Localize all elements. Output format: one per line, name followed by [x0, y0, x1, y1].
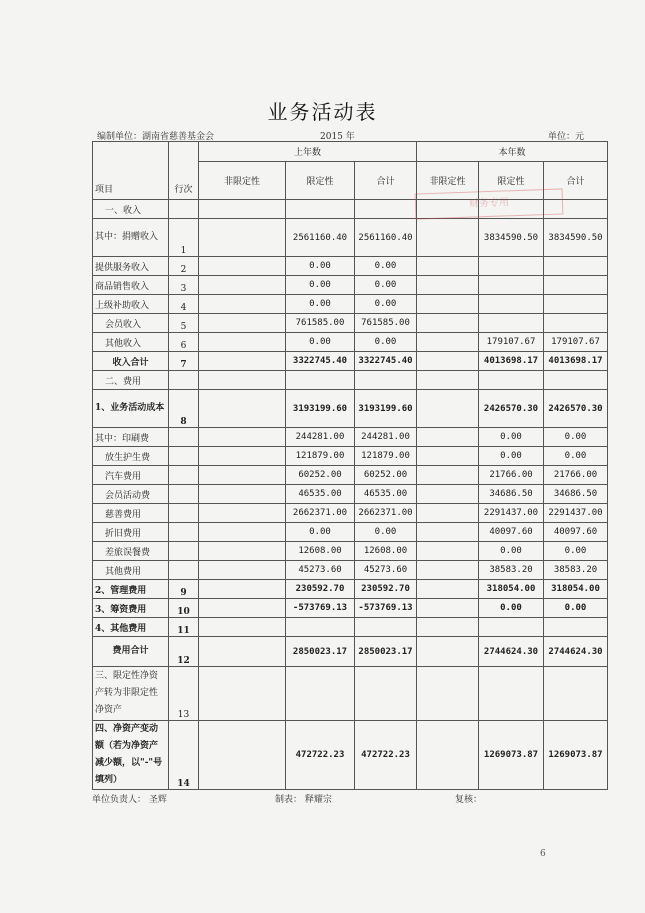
- prev-unrestricted-value: [199, 352, 286, 371]
- curr-unrestricted-value: [417, 352, 479, 371]
- prev-total-value: 3193199.60: [355, 390, 417, 428]
- prev-unrestricted-value: [199, 428, 286, 447]
- row-number: [169, 447, 199, 466]
- prev-restricted-value: 2850023.17: [286, 637, 355, 667]
- table-row: [93, 295, 608, 314]
- curr-total-value: 34686.50: [544, 485, 608, 504]
- table-row: [93, 371, 608, 390]
- curr-unrestricted-value: [417, 523, 479, 542]
- curr-unrestricted-value: [417, 561, 479, 580]
- row-number: [169, 371, 199, 390]
- curr-unrestricted-value: [417, 599, 479, 618]
- company-stamp: 财务专用: [415, 188, 564, 219]
- row-number: 4: [169, 295, 199, 314]
- table-row: [93, 599, 608, 618]
- prev-restricted-value: 472722.23: [286, 721, 355, 790]
- footer-leader: 单位负责人： 圣辉: [92, 795, 167, 805]
- table-row: [93, 314, 608, 333]
- prev-unrestricted-value: [199, 447, 286, 466]
- prev-restricted-value: -573769.13: [286, 599, 355, 618]
- prev-restricted-value: [286, 200, 355, 219]
- row-item-label: 3、筹资费用: [93, 599, 169, 618]
- prev-restricted-value: 45273.60: [286, 561, 355, 580]
- col-header-curr-year: 本年数: [417, 142, 608, 162]
- curr-total-value: 40097.60: [544, 523, 608, 542]
- prev-total-value: 0.00: [355, 333, 417, 352]
- curr-restricted-value: 2291437.00: [479, 504, 544, 523]
- row-number: [169, 504, 199, 523]
- col-header-curr-restricted: 限定性: [479, 162, 544, 200]
- row-number: 5: [169, 314, 199, 333]
- table-row: [93, 667, 608, 721]
- prev-unrestricted-value: [199, 219, 286, 257]
- curr-unrestricted-value: [417, 637, 479, 667]
- prev-restricted-value: 2662371.00: [286, 504, 355, 523]
- prev-total-value: 3322745.40: [355, 352, 417, 371]
- footer-preparer: 制表： 释耀宗: [275, 795, 332, 805]
- prev-unrestricted-value: [199, 523, 286, 542]
- prev-unrestricted-value: [199, 371, 286, 390]
- curr-total-value: 2744624.30: [544, 637, 608, 667]
- curr-restricted-value: [479, 371, 544, 390]
- table-row: [93, 561, 608, 580]
- curr-unrestricted-value: [417, 371, 479, 390]
- row-item-label: 折旧费用: [93, 523, 169, 542]
- prev-restricted-value: 121879.00: [286, 447, 355, 466]
- table-row: [93, 447, 608, 466]
- prev-restricted-value: 244281.00: [286, 428, 355, 447]
- row-item-label: 上级补助收入: [93, 295, 169, 314]
- activity-statement-table: [92, 141, 608, 790]
- curr-restricted-value: [479, 667, 544, 721]
- prev-restricted-value: 761585.00: [286, 314, 355, 333]
- curr-restricted-value: 0.00: [479, 447, 544, 466]
- row-item-label: 2、管理费用: [93, 580, 169, 599]
- curr-total-value: 0.00: [544, 428, 608, 447]
- prev-unrestricted-value: [199, 485, 286, 504]
- col-header-item: 项目: [93, 142, 169, 200]
- prev-total-value: [355, 371, 417, 390]
- row-item-label: 会员活动费: [93, 485, 169, 504]
- curr-restricted-value: [479, 257, 544, 276]
- curr-restricted-value: 40097.60: [479, 523, 544, 542]
- curr-total-value: 38583.20: [544, 561, 608, 580]
- curr-unrestricted-value: [417, 219, 479, 257]
- curr-total-value: 3834590.50: [544, 219, 608, 257]
- prev-total-value: [355, 618, 417, 637]
- prev-total-value: 230592.70: [355, 580, 417, 599]
- curr-unrestricted-value: [417, 466, 479, 485]
- row-item-label: 其他费用: [93, 561, 169, 580]
- row-number: 3: [169, 276, 199, 295]
- row-number: [169, 523, 199, 542]
- row-item-label: 四、净资产变动额（若为净资产减少额，以"-"号填列）: [93, 721, 169, 790]
- curr-unrestricted-value: [417, 485, 479, 504]
- prev-total-value: [355, 200, 417, 219]
- prev-unrestricted-value: [199, 637, 286, 667]
- curr-unrestricted-value: [417, 257, 479, 276]
- prev-restricted-value: 230592.70: [286, 580, 355, 599]
- row-number: [169, 561, 199, 580]
- prev-restricted-value: 3322745.40: [286, 352, 355, 371]
- curr-restricted-value: 0.00: [479, 599, 544, 618]
- prev-unrestricted-value: [199, 561, 286, 580]
- row-item-label: 放生护生费: [93, 447, 169, 466]
- prev-restricted-value: [286, 667, 355, 721]
- table-row: [93, 219, 608, 257]
- prev-total-value: 0.00: [355, 295, 417, 314]
- prev-total-value: -573769.13: [355, 599, 417, 618]
- curr-restricted-value: 1269073.87: [479, 721, 544, 790]
- col-header-rowno: 行次: [169, 142, 199, 200]
- row-item-label: 商品销售收入: [93, 276, 169, 295]
- prev-unrestricted-value: [199, 390, 286, 428]
- prev-total-value: 2662371.00: [355, 504, 417, 523]
- table-row: [93, 428, 608, 447]
- prev-restricted-value: 2561160.40: [286, 219, 355, 257]
- curr-restricted-value: 3834590.50: [479, 219, 544, 257]
- curr-unrestricted-value: [417, 667, 479, 721]
- currency-unit: 单位：元: [548, 132, 585, 142]
- prev-unrestricted-value: [199, 667, 286, 721]
- curr-total-value: [544, 276, 608, 295]
- prev-unrestricted-value: [199, 542, 286, 561]
- curr-restricted-value: 318054.00: [479, 580, 544, 599]
- prev-total-value: 46535.00: [355, 485, 417, 504]
- prev-restricted-value: 0.00: [286, 523, 355, 542]
- prev-total-value: 121879.00: [355, 447, 417, 466]
- curr-unrestricted-value: [417, 428, 479, 447]
- prev-total-value: 0.00: [355, 276, 417, 295]
- curr-total-value: [544, 257, 608, 276]
- curr-total-value: 4013698.17: [544, 352, 608, 371]
- curr-total-value: 1269073.87: [544, 721, 608, 790]
- table-row: [93, 257, 608, 276]
- curr-total-value: [544, 314, 608, 333]
- row-item-label: 收入合计: [93, 352, 169, 371]
- col-header-curr-total: 合计: [544, 162, 608, 200]
- col-header-prev-restricted: 限定性: [286, 162, 355, 200]
- prev-unrestricted-value: [199, 200, 286, 219]
- prev-total-value: 2561160.40: [355, 219, 417, 257]
- prev-unrestricted-value: [199, 504, 286, 523]
- row-number: [169, 466, 199, 485]
- row-number: 6: [169, 333, 199, 352]
- prev-unrestricted-value: [199, 466, 286, 485]
- curr-restricted-value: 38583.20: [479, 561, 544, 580]
- curr-total-value: [544, 295, 608, 314]
- curr-unrestricted-value: [417, 314, 479, 333]
- prev-restricted-value: 0.00: [286, 295, 355, 314]
- curr-restricted-value: 179107.67: [479, 333, 544, 352]
- table-row: [93, 637, 608, 667]
- page-number: 6: [540, 849, 546, 859]
- prev-unrestricted-value: [199, 257, 286, 276]
- curr-total-value: 0.00: [544, 542, 608, 561]
- prev-unrestricted-value: [199, 295, 286, 314]
- row-number: 1: [169, 219, 199, 257]
- curr-unrestricted-value: [417, 447, 479, 466]
- prev-restricted-value: 60252.00: [286, 466, 355, 485]
- table-row: [93, 721, 608, 790]
- table-row: [93, 390, 608, 428]
- row-number: 2: [169, 257, 199, 276]
- prev-unrestricted-value: [199, 276, 286, 295]
- row-number: 13: [169, 667, 199, 721]
- prev-unrestricted-value: [199, 721, 286, 790]
- row-item-label: 其他收入: [93, 333, 169, 352]
- row-number: 9: [169, 580, 199, 599]
- row-item-label: 三、限定性净资产转为非限定性净资产: [93, 667, 169, 721]
- curr-total-value: 21766.00: [544, 466, 608, 485]
- table-row: [93, 542, 608, 561]
- row-item-label: 二、费用: [93, 371, 169, 390]
- prev-unrestricted-value: [199, 618, 286, 637]
- curr-unrestricted-value: [417, 333, 479, 352]
- prev-restricted-value: [286, 618, 355, 637]
- row-number: [169, 485, 199, 504]
- row-number: 11: [169, 618, 199, 637]
- curr-total-value: 318054.00: [544, 580, 608, 599]
- prev-total-value: 45273.60: [355, 561, 417, 580]
- prev-total-value: 0.00: [355, 523, 417, 542]
- row-number: 14: [169, 721, 199, 790]
- prev-total-value: 60252.00: [355, 466, 417, 485]
- table-row: [93, 466, 608, 485]
- curr-total-value: [544, 371, 608, 390]
- prev-total-value: 2850023.17: [355, 637, 417, 667]
- row-item-label: 其中：印刷费: [93, 428, 169, 447]
- table-body: [93, 200, 608, 790]
- curr-total-value: 2426570.30: [544, 390, 608, 428]
- report-title: 业务活动表: [267, 100, 378, 124]
- prev-total-value: 12608.00: [355, 542, 417, 561]
- curr-restricted-value: [479, 295, 544, 314]
- prev-restricted-value: 3193199.60: [286, 390, 355, 428]
- curr-restricted-value: [479, 618, 544, 637]
- col-header-prev-total: 合计: [355, 162, 417, 200]
- col-header-prev-year: 上年数: [199, 142, 417, 162]
- curr-total-value: [544, 618, 608, 637]
- row-item-label: 会员收入: [93, 314, 169, 333]
- prev-restricted-value: 46535.00: [286, 485, 355, 504]
- table-row: [93, 618, 608, 637]
- curr-restricted-value: 0.00: [479, 428, 544, 447]
- row-item-label: 1、业务活动成本: [93, 390, 169, 428]
- table-row: [93, 333, 608, 352]
- curr-unrestricted-value: [417, 542, 479, 561]
- curr-unrestricted-value: [417, 721, 479, 790]
- table-row: [93, 504, 608, 523]
- table-row: [93, 485, 608, 504]
- row-item-label: 提供服务收入: [93, 257, 169, 276]
- row-number: 8: [169, 390, 199, 428]
- report-year: 2015 年: [320, 132, 355, 142]
- curr-restricted-value: 21766.00: [479, 466, 544, 485]
- curr-total-value: [544, 667, 608, 721]
- prev-unrestricted-value: [199, 580, 286, 599]
- curr-unrestricted-value: [417, 618, 479, 637]
- row-number: 10: [169, 599, 199, 618]
- curr-total-value: 2291437.00: [544, 504, 608, 523]
- table-row: [93, 580, 608, 599]
- prev-restricted-value: 0.00: [286, 257, 355, 276]
- row-item-label: 汽车费用: [93, 466, 169, 485]
- row-item-label: 4、其他费用: [93, 618, 169, 637]
- prev-restricted-value: 12608.00: [286, 542, 355, 561]
- prev-total-value: 472722.23: [355, 721, 417, 790]
- prev-unrestricted-value: [199, 314, 286, 333]
- prev-restricted-value: [286, 371, 355, 390]
- prev-unrestricted-value: [199, 333, 286, 352]
- curr-unrestricted-value: [417, 580, 479, 599]
- row-number: [169, 542, 199, 561]
- prev-total-value: 244281.00: [355, 428, 417, 447]
- row-item-label: 一、收入: [93, 200, 169, 219]
- table-row: [93, 523, 608, 542]
- curr-total-value: 0.00: [544, 599, 608, 618]
- curr-restricted-value: [479, 276, 544, 295]
- col-header-curr-unrestricted: 非限定性: [417, 162, 479, 200]
- curr-restricted-value: 34686.50: [479, 485, 544, 504]
- curr-restricted-value: 2744624.30: [479, 637, 544, 667]
- col-header-prev-unrestricted: 非限定性: [199, 162, 286, 200]
- row-item-label: 其中：捐赠收入: [93, 219, 169, 257]
- row-item-label: 慈善费用: [93, 504, 169, 523]
- row-number: 12: [169, 637, 199, 667]
- table-row: [93, 276, 608, 295]
- row-item-label: 差旅误餐费: [93, 542, 169, 561]
- row-item-label: 费用合计: [93, 637, 169, 667]
- prev-total-value: 0.00: [355, 257, 417, 276]
- curr-total-value: 0.00: [544, 447, 608, 466]
- prev-unrestricted-value: [199, 599, 286, 618]
- curr-restricted-value: 2426570.30: [479, 390, 544, 428]
- curr-unrestricted-value: [417, 390, 479, 428]
- curr-restricted-value: 0.00: [479, 542, 544, 561]
- prev-restricted-value: 0.00: [286, 276, 355, 295]
- curr-restricted-value: [479, 314, 544, 333]
- prev-total-value: 761585.00: [355, 314, 417, 333]
- row-number: 7: [169, 352, 199, 371]
- footer-reviewer: 复核：: [455, 795, 483, 805]
- curr-restricted-value: 4013698.17: [479, 352, 544, 371]
- curr-total-value: 179107.67: [544, 333, 608, 352]
- table-row: [93, 352, 608, 371]
- prev-total-value: [355, 667, 417, 721]
- prev-restricted-value: 0.00: [286, 333, 355, 352]
- curr-unrestricted-value: [417, 276, 479, 295]
- row-number: [169, 428, 199, 447]
- curr-unrestricted-value: [417, 504, 479, 523]
- curr-unrestricted-value: [417, 295, 479, 314]
- compiling-unit: 编制单位：湖南省慈善基金会: [97, 132, 215, 142]
- row-number: [169, 200, 199, 219]
